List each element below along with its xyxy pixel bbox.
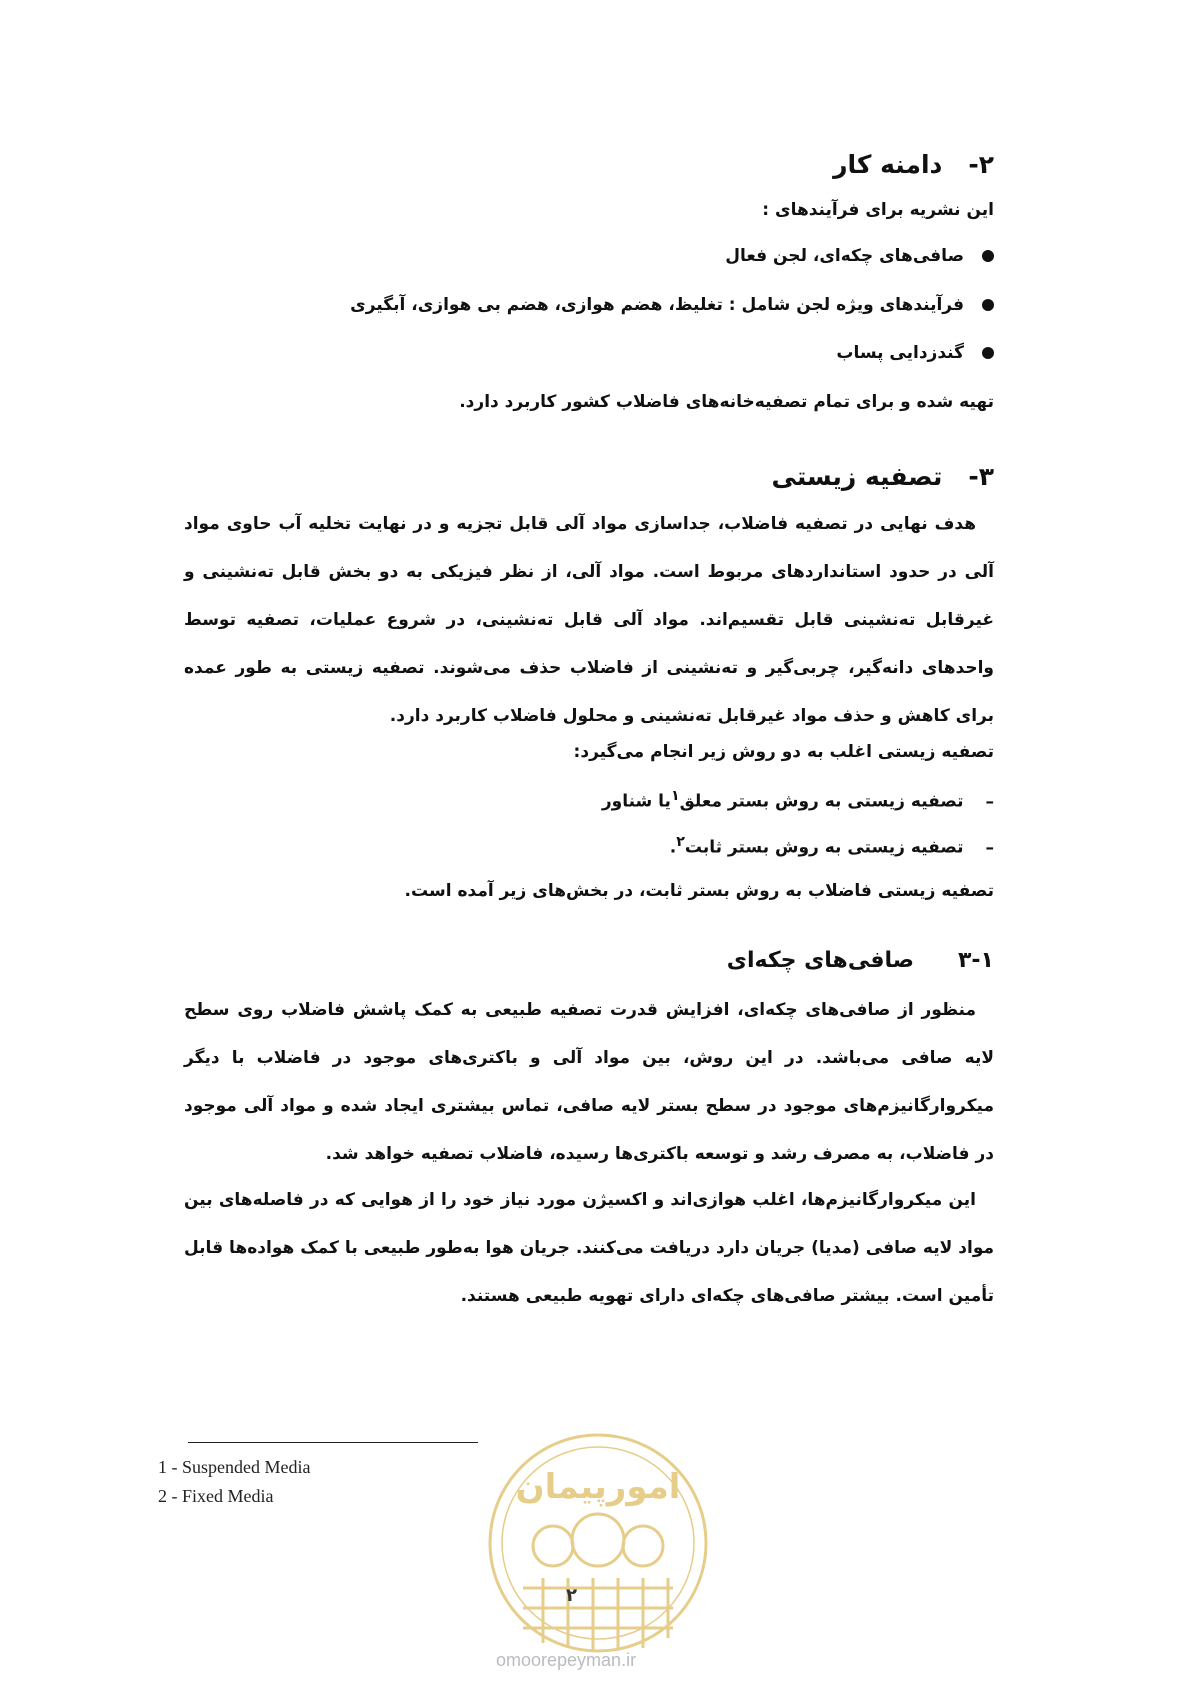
bullet-icon — [982, 250, 994, 262]
dash-icon: – — [985, 791, 994, 812]
section-2-number: ۲- — [968, 150, 994, 179]
section-3-1-paragraph — [184, 986, 994, 1178]
bullet-item — [836, 343, 994, 363]
page-number: ۲ — [566, 1585, 577, 1606]
section-2-title: دامنه کار — [833, 150, 943, 179]
footnote-1: 1 - Suspended Media — [158, 1457, 311, 1477]
section-3-1-title: صافی‌های چکه‌ای — [726, 948, 914, 973]
method-item — [670, 834, 994, 858]
watermark-logo-text: امورپیمان — [515, 1467, 681, 1507]
footnote-2: 2 - Fixed Media — [158, 1486, 274, 1506]
bullet-icon — [982, 299, 994, 311]
section-3-1-number: ۳-۱ — [958, 948, 994, 973]
methods-intro: تصفیه زیستی اغلب به دو روش زیر انجام می‌گیرد: — [573, 742, 994, 762]
method-tail: . — [669, 837, 677, 858]
section-3-number: ۳- — [968, 462, 994, 491]
bullet-item — [725, 246, 994, 266]
footnote-ref: ۱ — [670, 788, 680, 804]
method-tail: یا شناور — [601, 791, 671, 812]
section-3-heading — [772, 462, 994, 491]
section-3-1-heading — [727, 948, 994, 973]
method-text: تصفیه زیستی به روش بستر ثابت — [684, 837, 964, 858]
section-3-1-paragraph-text: این میکروارگانیزم‌ها، اغلب هوازی‌اند و اکسیژن مورد نیاز خود را از هوایی که در فاصله‌های بین مواد لایه صافی (مدیا) جریان دارد دریافت می‌کنند. جریان هوا به‌طور طبیعی با کمک هواده‌ها قابل تأمین است. بیشتر صافی‌های چکه‌ای دارای تهویه طبیعی هستند. — [184, 1190, 994, 1306]
bullet-text: گندزدایی پساب — [836, 343, 964, 363]
dash-icon: – — [985, 837, 994, 858]
footnote-ref: ۲ — [676, 834, 685, 850]
bullet-text: فرآیندهای ویژه لجن شامل : تغلیظ، هضم هوازی، هضم بی هوازی، آبگیری — [350, 295, 964, 315]
section-3-paragraph-text: هدف نهایی در تصفیه فاضلاب، جداسازی مواد آلی قابل تجزیه و در نهایت تخلیه آب حاوی مواد آلی در حدود استانداردهای مربوط است. مواد آلی، از نظر فیزیکی به دو بخش قابل ته‌نشینی و غیرقابل ته‌نشینی قابل تقسیم‌اند. مواد آلی قابل ته‌نشینی، در شروع عملیات، تصفیه توسط واحدهای دانه‌گیر، چربی‌گیر و ته‌نشینی از فاضلاب حذف می‌شوند. تصفیه زیستی به طور عمده برای کاهش و حذف مواد غیرقابل ته‌نشینی و محلول فاضلاب کاربرد دارد. — [184, 514, 994, 726]
section-2-intro: این نشریه برای فرآیندهای : — [762, 200, 994, 220]
footnote-divider — [188, 1442, 478, 1443]
methods-closing: تصفیه زیستی فاضلاب به روش بستر ثابت، در بخش‌های زیر آمده است. — [404, 881, 994, 901]
watermark-url: omoorepeyman.ir — [496, 1650, 637, 1670]
watermark-logo-icon — [483, 1428, 713, 1658]
section-2-closing: تهیه شده و برای تمام تصفیه‌خانه‌های فاضلاب کشور کاربرد دارد. — [459, 392, 994, 412]
method-item — [602, 788, 994, 812]
section-3-1-paragraph — [184, 1176, 994, 1320]
bullet-item — [350, 295, 994, 315]
section-3-paragraph — [184, 500, 994, 740]
section-3-1-paragraph-text: منظور از صافی‌های چکه‌ای، افزایش قدرت تصفیه طبیعی به کمک پاشش فاضلاب روی سطح لایه صافی می‌باشد. در این روش، بین مواد آلی و باکتری‌های موجود در فاضلاب با دیگر میکروارگانیزم‌های موجود در سطح بستر لایه صافی، تماس بیشتری ایجاد شده و مواد آلی موجود در فاضلاب، به مصرف رشد و توسعه باکتری‌ها رسیده، فاضلاب تصفیه خواهد شد. — [184, 1000, 994, 1164]
section-2-heading — [833, 150, 994, 179]
bullet-icon — [982, 347, 994, 359]
section-3-title: تصفیه زیستی — [771, 462, 943, 491]
bullet-text: صافی‌های چکه‌ای، لجن فعال — [725, 246, 964, 266]
method-text: تصفیه زیستی به روش بستر معلق — [679, 791, 964, 812]
